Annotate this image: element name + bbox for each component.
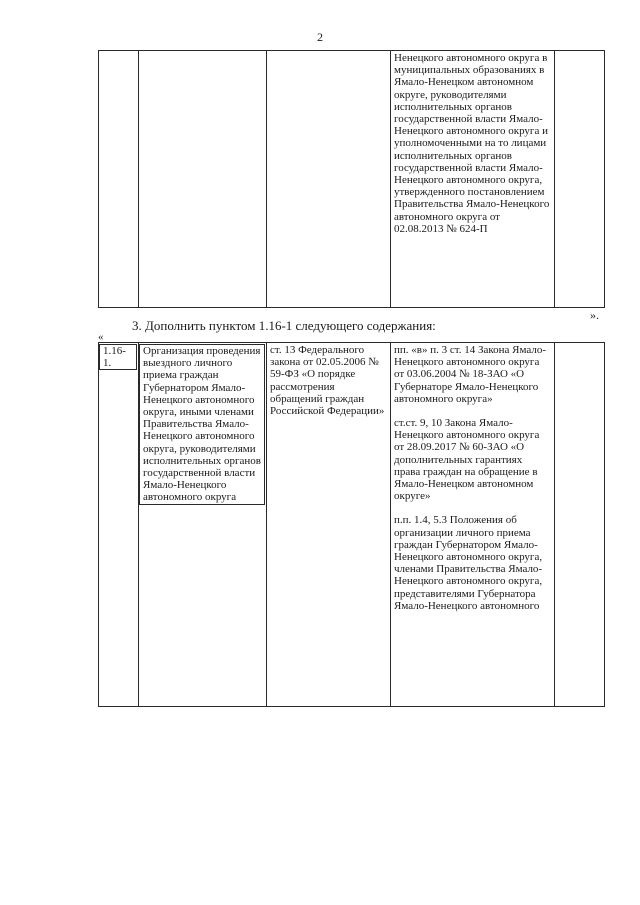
page-number: 2 — [317, 30, 323, 44]
amendment-heading: 3. Дополнить пунктом 1.16-1 следующего содержания: — [132, 318, 436, 333]
cell-number-empty — [99, 51, 139, 308]
table-row — [99, 51, 605, 308]
cell-number — [99, 343, 139, 707]
cell-note-empty — [555, 51, 605, 308]
opening-quote: « — [98, 331, 104, 343]
item-number: 1.16-1. — [99, 344, 137, 370]
closing-quote: ». — [590, 308, 599, 322]
regional-act-2: ст.ст. 9, 10 Закона Ямало-Ненецкого автономного округа от 28.09.2017 № 60-ЗАО «О дополнительных гарантиях права граждан на обращение в Ямало-Ненецком автономном округе» — [394, 417, 540, 503]
cell-note-empty — [555, 343, 605, 707]
table-continuation — [98, 50, 605, 308]
cell-name-empty — [139, 51, 267, 308]
item-name: Организация проведения выездного личного приема граждан Губернатором Ямало-Ненецкого автономного округа, иными членами Правительства Ямало-Ненецкого автономного округа, руководителями исполнительных органов государственной власти Ямало-Ненецкого автономного округа — [139, 344, 265, 505]
cell-regional-acts — [391, 343, 555, 707]
cell-name — [139, 343, 267, 707]
cell-regional-acts: Ненецкого автономного округа в муниципальных образованиях в Ямало-Ненецком автономном округе, руководителями исполнительных органов государственной власти Ямало-Ненецкого автономного округа и уполномоченными на то лицами исполнительных органов государственной власти Ямало-Ненецкого автономного округа, утвержденного постановлением Правительства Ямало-Ненецкого автономного округа от 02.08.2013 № 624-П — [391, 51, 555, 308]
cell-federal-empty — [267, 51, 391, 308]
regional-act-3: п.п. 1.4, 5.3 Положения об организации личного приема граждан Губернатором Ямало-Ненецкого автономного округа, членами Правительства Ямало-Ненецкого автономного округа, представителями Губернатора Ямало-Ненецкого автономного — [394, 514, 543, 612]
table-new-item — [98, 342, 605, 707]
cell-federal-law: ст. 13 Федерального закона от 02.05.2006 № 59-ФЗ «О порядке рассмотрения обращений граждан Российской Федерации» — [267, 343, 391, 707]
table-row — [99, 343, 605, 707]
regional-act-1: пп. «в» п. 3 ст. 14 Закона Ямало-Ненецкого автономного округа от 03.06.2004 № 18-ЗАО «О Губернаторе Ямало-Ненецкого автономного округа» — [394, 344, 547, 405]
